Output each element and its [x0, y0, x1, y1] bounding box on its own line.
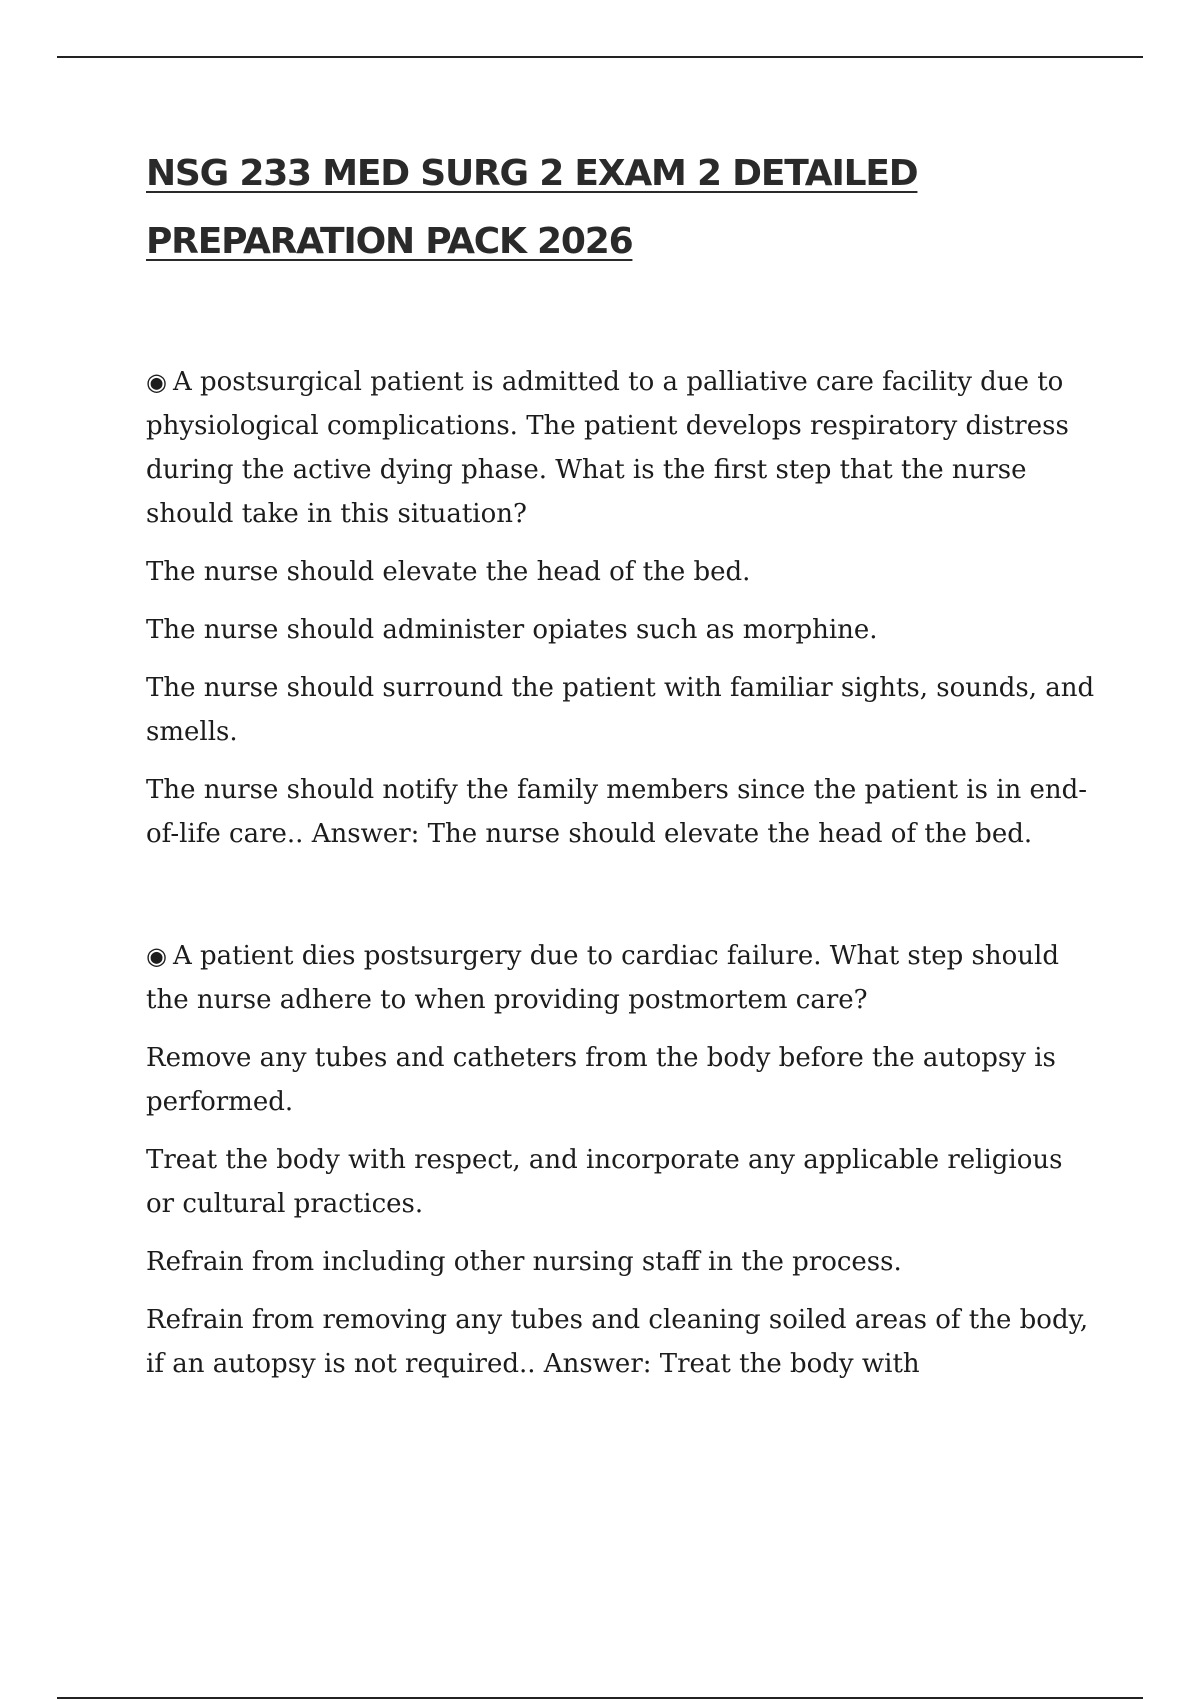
question-stem	[146, 934, 1096, 1022]
answer-option: Treat the body with respect, and incorporate any applicable religious or cultural practices.	[146, 1145, 1063, 1219]
question-stem-text: A postsurgical patient is admitted to a palliative care facility due to physiological complications. The patient develops respiratory distress during the active dying phase. What is the first step that the nurse should take in this situation?	[146, 367, 1069, 529]
document-content	[146, 140, 1096, 1400]
radio-bullet-icon: ◉	[146, 368, 167, 396]
top-divider	[57, 56, 1143, 58]
question-stem-text: A patient dies postsurgery due to cardiac failure. What step should the nurse adhere to when providing postmortem care?	[146, 941, 1059, 1015]
question-stem	[146, 360, 1096, 536]
answer-option: Refrain from including other nursing staff in the process.	[146, 1247, 902, 1277]
answer-option: The nurse should administer opiates such as morphine.	[146, 615, 878, 645]
document-title: NSG 233 MED SURG 2 EXAM 2 DETAILED PREPARATION PACK 2026	[146, 153, 918, 262]
answer-option: Refrain from removing any tubes and cleaning soiled areas of the body, if an autopsy is not required.. Answer: Treat the body with	[146, 1305, 1089, 1379]
question-2	[146, 934, 1096, 1386]
radio-bullet-icon: ◉	[146, 942, 167, 970]
answer-option: The nurse should elevate the head of the bed.	[146, 557, 751, 587]
question-1	[146, 360, 1096, 856]
bottom-divider	[57, 1697, 1143, 1699]
answer-option: The nurse should surround the patient with familiar sights, sounds, and smells.	[146, 673, 1095, 747]
answer-option: Remove any tubes and catheters from the body before the autopsy is performed.	[146, 1043, 1056, 1117]
answer-option: The nurse should notify the family members since the patient is in end-of-life care.. Answer: The nurse should elevate the head of the bed.	[146, 775, 1088, 849]
